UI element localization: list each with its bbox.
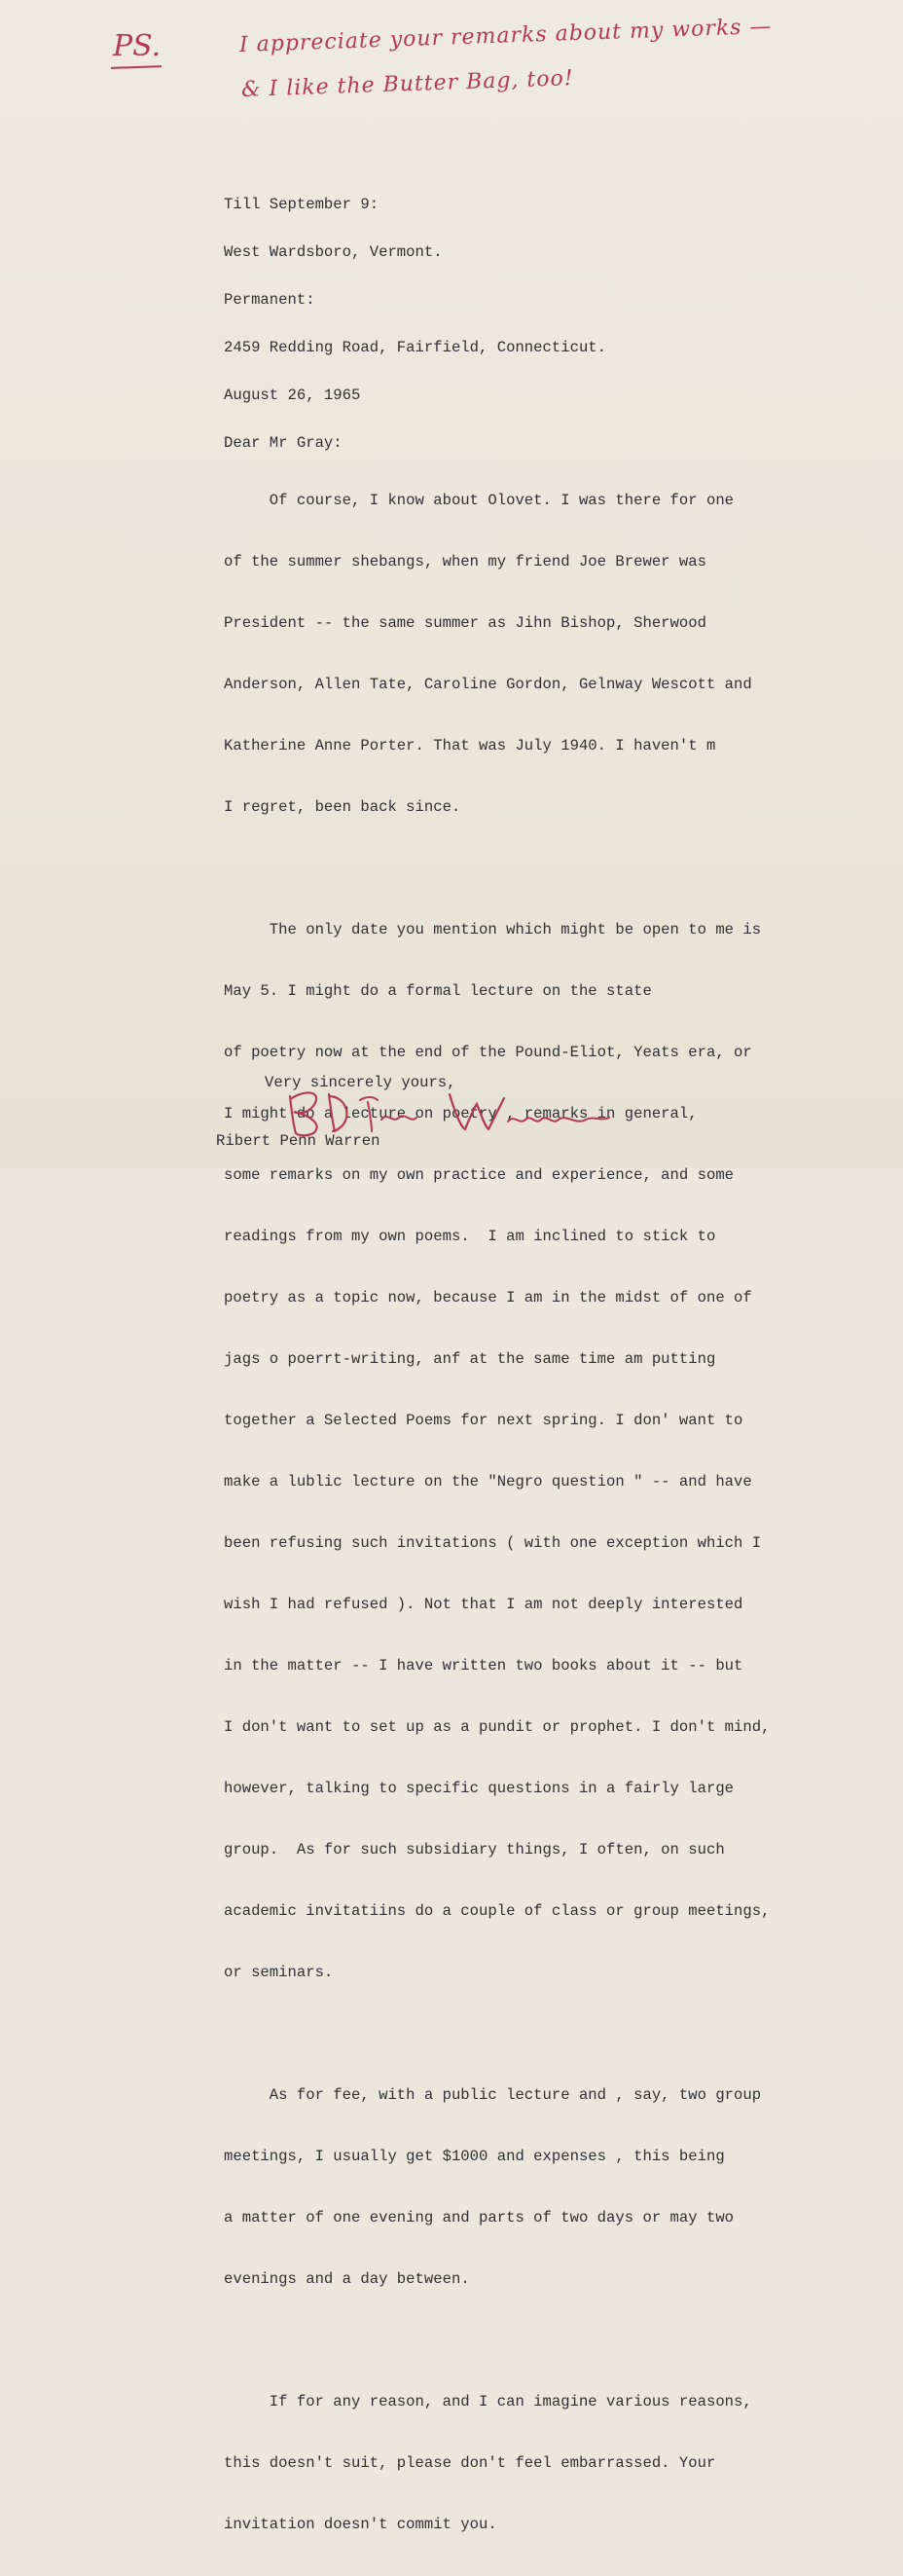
body-line: readings from my own poems. I am inclined to stick to (224, 1228, 716, 1245)
body-line: of poetry now at the end of the Pound-Eliot, Yeats era, or (224, 1044, 752, 1061)
ps-line-1: I appreciate your remarks about my works — (238, 14, 773, 57)
typed-signature-name: Ribert Penn Warren (216, 1132, 380, 1150)
body-line: jags o poerrt-writing, anf at the same time am putting (224, 1350, 716, 1368)
body-line: meetings, I usually get $1000 and expenses , this being (224, 2148, 725, 2165)
body-line: I don't want to set up as a pundit or prophet. I don't mind, (224, 1718, 771, 1736)
letter-date: August 26, 1965 (224, 386, 361, 404)
body-line: Anderson, Allen Tate, Caroline Gordon, Gelnway Wescott and (224, 676, 752, 693)
ps-line-2: & I like the Butter Bag, too! (240, 66, 575, 102)
body-line: or seminars. (224, 1964, 334, 1981)
body-line: Katherine Anne Porter. That was July 1940. I haven't m (224, 737, 716, 754)
body-line: academic invitatiins do a couple of class or group meetings, (224, 1902, 771, 1920)
closing: Very sincerely yours, (265, 1074, 456, 1091)
body-line: group. As for such subsidiary things, I often, on such (224, 1841, 725, 1858)
body-line: make a lublic lecture on the "Negro question " -- and have (224, 1473, 752, 1490)
body-line: I might do a lecture on poetry , remarks in general, (224, 1105, 698, 1122)
body-line: President -- the same summer as Jihn Bishop, Sherwood (224, 614, 706, 632)
body-line: however, talking to specific questions in a fairly large (224, 1780, 735, 1797)
body-line: invitation doesn't commit you. (224, 2516, 497, 2533)
handwritten-postscript (105, 14, 884, 119)
body-line: Of course, I know about Olovet. I was there for one (224, 492, 735, 509)
body-line: a matter of one evening and parts of two days or may two (224, 2209, 735, 2226)
paragraph (224, 2044, 866, 2331)
body-line: some remarks on my own practice and experience, and some (224, 1166, 735, 1184)
heading-address-permanent: 2459 Redding Road, Fairfield, Connecticut. (224, 339, 607, 356)
body-line: I regret, been back since. (224, 798, 461, 816)
body-line: If for any reason, and I can imagine various reasons, (224, 2393, 752, 2410)
body-line: been refusing such invitations ( with one exception which I (224, 1534, 762, 1552)
letter-body (224, 450, 866, 2576)
body-line: poetry as a topic now, because I am in the midst of one of (224, 1289, 752, 1306)
body-line: The only date you mention which might be open to me is (224, 921, 762, 938)
body-line: in the matter -- I have written two books about it -- but (224, 1657, 743, 1674)
body-line: May 5. I might do a formal lecture on the state (224, 982, 652, 1000)
body-line: of the summer shebangs, when my friend Joe Brewer was (224, 553, 706, 570)
heading-permanent: Permanent: (224, 291, 315, 309)
body-line: together a Selected Poems for next spring. I don' want to (224, 1412, 743, 1429)
paragraph (224, 879, 866, 2024)
ps-underline (111, 65, 162, 69)
salutation: Dear Mr Gray: (224, 434, 343, 452)
heading-till: Till September 9: (224, 196, 379, 213)
body-line: evenings and a day between. (224, 2270, 470, 2288)
heading-address-summer: West Wardsboro, Vermont. (224, 243, 443, 261)
paragraph (224, 450, 866, 859)
letter-heading (224, 195, 866, 454)
body-line: wish I had refused ). Not that I am not deeply interested (224, 1596, 743, 1613)
body-line: As for fee, with a public lecture and , say, two group (224, 2086, 762, 2104)
body-line: this doesn't suit, please don't feel embarrassed. Your (224, 2454, 716, 2472)
ps-tag: PS. (113, 29, 162, 63)
paragraph (224, 2351, 866, 2576)
